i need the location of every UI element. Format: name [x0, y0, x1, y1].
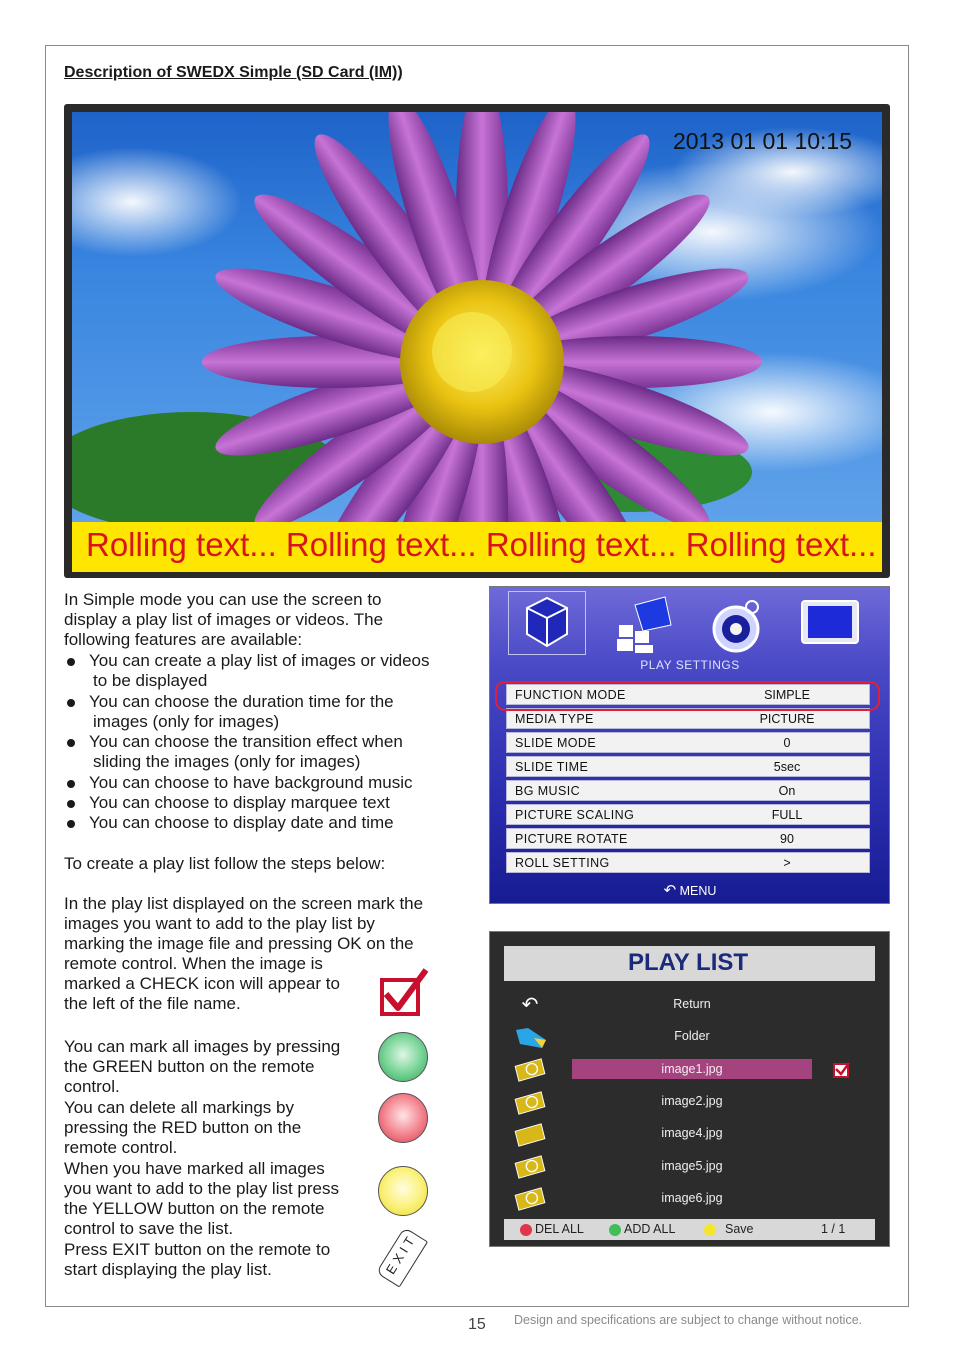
steps-intro: To create a play list follow the steps below: — [64, 854, 386, 873]
checked-mark-icon[interactable] — [833, 1061, 851, 1079]
image-file-icon — [512, 1122, 548, 1148]
page-number: 15 — [468, 1316, 486, 1333]
screen-preview — [64, 104, 890, 578]
osd-row-picture-scaling[interactable]: PICTURE SCALING FULL — [506, 804, 870, 825]
playlist-title: PLAY LIST — [628, 949, 749, 976]
red-dot-icon — [520, 1224, 532, 1236]
playlist-item-image4[interactable]: image4.jpg — [661, 1126, 723, 1140]
flower-image — [72, 112, 882, 522]
feature-item: You can choose to display marquee text — [64, 793, 464, 813]
playlist-item-image6[interactable]: image6.jpg — [661, 1191, 723, 1205]
image-file-icon — [512, 1154, 548, 1180]
image-file-icon — [512, 1186, 548, 1212]
playlist-header — [504, 946, 875, 981]
osd-row-slide-time[interactable]: SLIDE TIME 5sec — [506, 756, 870, 777]
media-icon — [613, 595, 673, 655]
feature-item: You can choose to display date and time — [64, 813, 464, 833]
green-dot-icon — [609, 1224, 621, 1236]
osd-row-roll-setting[interactable]: ROLL SETTING > — [506, 852, 870, 873]
yellow-dot-icon — [704, 1224, 716, 1236]
return-icon: ↶ — [521, 994, 539, 1016]
check-icon — [376, 966, 430, 1020]
osd-row-media-type[interactable]: MEDIA TYPE PICTURE — [506, 708, 870, 729]
flower-photo — [72, 112, 882, 522]
osd-row-slide-mode[interactable]: SLIDE MODE 0 — [506, 732, 870, 753]
intro-line: following features are available: — [64, 630, 303, 649]
playlist-item-return[interactable]: Return — [673, 997, 711, 1011]
playlist-item-image1[interactable]: image1.jpg — [572, 1059, 812, 1079]
marquee-text: Rolling text... Rolling text... Rolling text... Rolling text... — [86, 526, 877, 563]
osd-highlight-ring — [495, 681, 880, 711]
exit-button-icon — [372, 1228, 436, 1284]
feature-list — [64, 651, 464, 834]
image-file-icon — [512, 1057, 548, 1083]
red-button-icon — [378, 1093, 428, 1143]
image-file-icon — [512, 1090, 548, 1116]
footer-disclaimer: Design and specifications are subject to change without notice. — [514, 1313, 863, 1327]
feature-item: You can choose to have background music — [64, 773, 464, 793]
osd-row-bg-music[interactable]: BG MUSIC On — [506, 780, 870, 801]
marquee-bar — [72, 522, 882, 572]
playlist-footer — [504, 1219, 875, 1240]
osd-menu-hint[interactable]: ↶ MENU — [663, 882, 717, 899]
folder-icon — [512, 1024, 548, 1050]
mark-paragraph: In the play list displayed on the screen mark the images you want to add to the play list by marking the image file and pressing OK on the remote control. When the image is marked a CHECK icon will appear to the left of the file name. — [64, 894, 424, 1013]
del-all-label[interactable]: DEL ALL — [535, 1222, 584, 1236]
osd-tab-display[interactable] — [800, 595, 860, 655]
playlist-item-image2[interactable]: image2.jpg — [661, 1094, 723, 1108]
exit-paragraph: Press EXIT button on the remote to start displaying the play list. — [64, 1240, 331, 1279]
osd-tab-media[interactable] — [613, 595, 673, 655]
yellow-button-icon — [378, 1166, 428, 1216]
cube-icon — [509, 592, 585, 654]
green-button-icon — [378, 1032, 428, 1082]
intro-paragraph — [64, 590, 383, 650]
playlist-item-folder[interactable]: Folder — [674, 1029, 710, 1043]
playlist-panel — [489, 931, 890, 1247]
disc-icon — [706, 595, 766, 655]
osd-caption: PLAY SETTINGS — [640, 658, 740, 672]
playlist-item-image5[interactable]: image5.jpg — [661, 1159, 723, 1173]
feature-item: You can choose the duration time for the images (only for images) — [64, 692, 464, 733]
red-paragraph: You can delete all markings by pressing the RED button on the remote control. — [64, 1098, 302, 1157]
osd-tab-settings[interactable] — [706, 595, 766, 655]
save-label[interactable]: Save — [725, 1222, 754, 1236]
intro-line: In Simple mode you can use the screen to — [64, 590, 382, 609]
osd-row-function-mode[interactable]: FUNCTION MODE SIMPLE — [506, 684, 870, 705]
feature-item: You can create a play list of images or videos to be displayed — [64, 651, 464, 692]
feature-item: You can choose the transition effect when sliding the images (only for images) — [64, 732, 464, 773]
add-all-label[interactable]: ADD ALL — [624, 1222, 676, 1236]
return-arrow-icon: ↶ — [663, 882, 677, 899]
page-title: Description of SWEDX Simple (SD Card (IM)) — [64, 64, 403, 81]
yellow-paragraph: When you have marked all images you want to add to the play list press the YELLOW button on the remote control to save the list. — [64, 1159, 339, 1238]
exit-label: EXIT — [382, 1230, 420, 1277]
intro-line: display a play list of images or videos. The — [64, 610, 384, 629]
green-paragraph: You can mark all images by pressing the GREEN button on the remote control. — [64, 1037, 341, 1096]
osd-tab-selected[interactable] — [508, 591, 586, 655]
osd-row-picture-rotate[interactable]: PICTURE ROTATE 90 — [506, 828, 870, 849]
monitor-icon — [800, 595, 860, 655]
page-indicator: 1 / 1 — [821, 1222, 846, 1236]
datetime-display: 2013 01 01 10:15 — [672, 128, 852, 154]
play-settings-osd — [489, 586, 890, 904]
